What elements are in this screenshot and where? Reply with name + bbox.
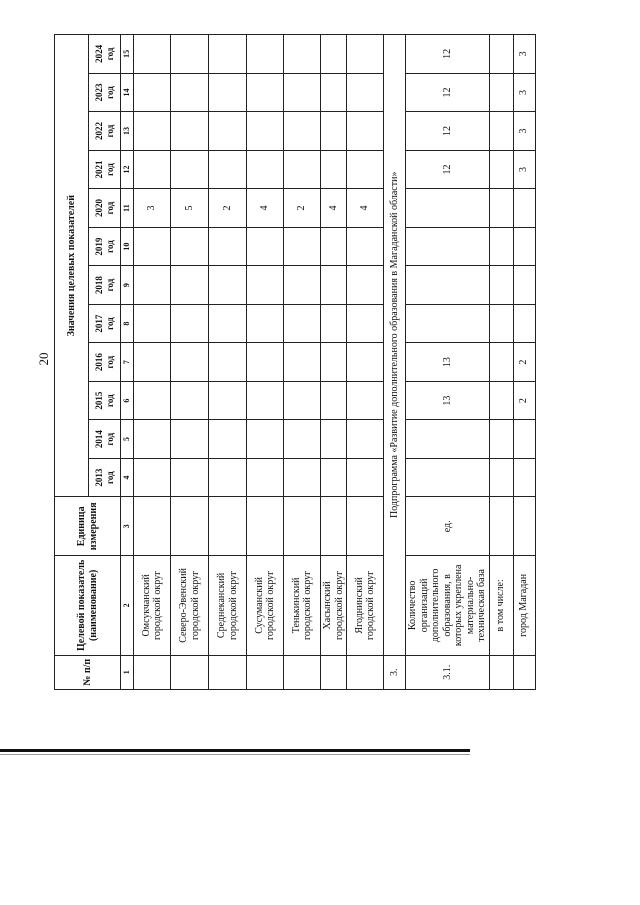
row-value (209, 73, 247, 112)
table-row (513, 35, 535, 690)
row-value (513, 266, 535, 305)
row-value (406, 304, 490, 343)
row-value (284, 304, 321, 343)
table-row (347, 35, 384, 690)
column-number: 6 (121, 381, 134, 420)
row-value (347, 150, 384, 189)
header-year: 2022 год (89, 112, 121, 151)
column-number: 14 (121, 73, 134, 112)
row-value (321, 73, 347, 112)
row-value (347, 381, 384, 420)
row-value (247, 304, 284, 343)
row-value (209, 381, 247, 420)
row-value (247, 266, 284, 305)
row-value (406, 458, 490, 497)
row-value: 12 (406, 73, 490, 112)
target-indicators-table (54, 34, 536, 690)
row-value (171, 304, 209, 343)
row-value (513, 458, 535, 497)
row-number (321, 655, 347, 689)
row-value: 4 (321, 189, 347, 228)
header-year: 2017 год (89, 304, 121, 343)
row-indicator-name: Тенькинский городской округ (284, 556, 321, 655)
row-value: 2 (284, 189, 321, 228)
row-value (134, 266, 171, 305)
row-value: 13 (406, 343, 490, 382)
row-value: 4 (347, 189, 384, 228)
row-value (321, 112, 347, 151)
row-value (209, 343, 247, 382)
row-value (347, 73, 384, 112)
row-value (347, 343, 384, 382)
row-value (171, 227, 209, 266)
row-number: 3.1. (406, 655, 490, 689)
row-value: 3 (513, 35, 535, 74)
row-value (134, 112, 171, 151)
row-value (489, 189, 513, 228)
row-value (347, 304, 384, 343)
row-value (171, 266, 209, 305)
row-value (284, 150, 321, 189)
section-number: 3. (384, 655, 406, 689)
table-row (134, 35, 171, 690)
row-indicator-name: Сусуманский городской округ (247, 556, 284, 655)
row-indicator-name: Количество организаций дополнительного образования, в которых укреплена материально-техническая база (406, 556, 490, 655)
row-value: 3 (513, 150, 535, 189)
row-number (134, 655, 171, 689)
row-value (284, 266, 321, 305)
row-indicator-name: Северо-Эвенский городской округ (171, 556, 209, 655)
row-indicator-name: Среднеканский городской округ (209, 556, 247, 655)
header-year: 2019 год (89, 227, 121, 266)
row-value: 12 (406, 112, 490, 151)
row-value: 2 (513, 343, 535, 382)
row-value: 12 (406, 150, 490, 189)
header-year: 2024 год (89, 35, 121, 74)
row-value (347, 266, 384, 305)
row-value (247, 343, 284, 382)
row-value (134, 381, 171, 420)
bottom-rule (0, 749, 470, 752)
row-value (209, 458, 247, 497)
header-values-group: Значения целевых показателей (55, 35, 89, 497)
row-value (347, 227, 384, 266)
row-indicator-name: Ягоднинский городской округ (347, 556, 384, 655)
row-value (171, 35, 209, 74)
row-unit: ед. (406, 497, 490, 556)
row-unit (513, 497, 535, 556)
header-year: 2016 год (89, 343, 121, 382)
row-value (321, 150, 347, 189)
row-value (247, 35, 284, 74)
header-year: 2014 год (89, 420, 121, 459)
row-value (489, 266, 513, 305)
row-value (284, 420, 321, 459)
column-number: 1 (121, 655, 134, 689)
row-value (247, 381, 284, 420)
header-year: 2015 год (89, 381, 121, 420)
row-value (247, 458, 284, 497)
rotated-table-container (54, 34, 530, 690)
table-row (171, 35, 209, 690)
row-unit (321, 497, 347, 556)
header-unit: Единица измерения (55, 497, 121, 556)
row-value (171, 112, 209, 151)
row-value (134, 73, 171, 112)
row-value (321, 458, 347, 497)
page-number: 20 (36, 352, 51, 366)
row-number (347, 655, 384, 689)
row-value (347, 112, 384, 151)
row-value (321, 343, 347, 382)
row-value (321, 227, 347, 266)
row-value (321, 304, 347, 343)
column-number: 3 (121, 497, 134, 556)
row-value (284, 35, 321, 74)
table-row (406, 35, 490, 690)
column-number: 10 (121, 227, 134, 266)
row-value (489, 73, 513, 112)
row-unit (284, 497, 321, 556)
row-value: 3 (513, 112, 535, 151)
row-unit (489, 497, 513, 556)
row-value (489, 343, 513, 382)
row-value (209, 420, 247, 459)
row-value (134, 150, 171, 189)
row-value (489, 381, 513, 420)
row-indicator-name: город Магадан (513, 556, 535, 655)
row-unit (247, 497, 284, 556)
row-value (209, 304, 247, 343)
header-year: 2021 год (89, 150, 121, 189)
row-value (284, 73, 321, 112)
column-numbers-row (121, 35, 134, 690)
row-value: 3 (513, 73, 535, 112)
row-value: 12 (406, 35, 490, 74)
row-value (489, 458, 513, 497)
row-indicator-name: Хасынский городской округ (321, 556, 347, 655)
row-value (247, 112, 284, 151)
column-number: 4 (121, 458, 134, 497)
row-value (209, 150, 247, 189)
row-value (134, 227, 171, 266)
row-value (134, 304, 171, 343)
row-value (284, 343, 321, 382)
row-number (284, 655, 321, 689)
row-value (209, 112, 247, 151)
header-year: 2020 год (89, 189, 121, 228)
row-value (171, 420, 209, 459)
row-value: 4 (247, 189, 284, 228)
column-number: 8 (121, 304, 134, 343)
row-value (209, 227, 247, 266)
row-value (171, 73, 209, 112)
row-number (171, 655, 209, 689)
table-body (134, 35, 536, 690)
row-value (347, 458, 384, 497)
header-no: № п/п (55, 655, 121, 689)
row-value (406, 266, 490, 305)
row-value (513, 420, 535, 459)
row-value: 5 (171, 189, 209, 228)
row-value (347, 420, 384, 459)
row-value (247, 420, 284, 459)
row-value: 3 (134, 189, 171, 228)
table-header (55, 35, 134, 690)
row-unit (209, 497, 247, 556)
column-number: 2 (121, 556, 134, 655)
row-value (513, 189, 535, 228)
row-number (209, 655, 247, 689)
row-number (513, 655, 535, 689)
row-value (247, 227, 284, 266)
row-indicator-name: Омсукчанский городской округ (134, 556, 171, 655)
column-number: 7 (121, 343, 134, 382)
row-value (171, 150, 209, 189)
section-row (384, 35, 406, 690)
section-title: Подпрограмма «Развитие дополнительного образования в Магаданской области» (384, 35, 406, 656)
header-indicator: Целевой показатель (наименование) (55, 556, 121, 655)
row-value (171, 381, 209, 420)
column-number: 11 (121, 189, 134, 228)
row-value (171, 343, 209, 382)
header-year: 2018 год (89, 266, 121, 305)
row-value: 13 (406, 381, 490, 420)
table-row (209, 35, 247, 690)
row-indicator-name: в том числе: (489, 556, 513, 655)
row-unit (347, 497, 384, 556)
row-value (489, 304, 513, 343)
table-row (489, 35, 513, 690)
row-unit (134, 497, 171, 556)
row-value: 2 (513, 381, 535, 420)
table-row (284, 35, 321, 690)
row-value (134, 458, 171, 497)
column-number: 5 (121, 420, 134, 459)
table-row (321, 35, 347, 690)
column-number: 13 (121, 112, 134, 151)
row-value (489, 150, 513, 189)
row-value (489, 112, 513, 151)
row-value (284, 381, 321, 420)
header-year: 2023 год (89, 73, 121, 112)
column-number: 15 (121, 35, 134, 74)
row-value (347, 35, 384, 74)
row-value (406, 420, 490, 459)
row-value (513, 304, 535, 343)
header-year: 2013 год (89, 458, 121, 497)
row-value (321, 266, 347, 305)
row-value (489, 420, 513, 459)
row-value (284, 458, 321, 497)
column-number: 12 (121, 150, 134, 189)
row-value (209, 35, 247, 74)
row-number (247, 655, 284, 689)
row-value (321, 420, 347, 459)
row-value (321, 35, 347, 74)
row-number (489, 655, 513, 689)
row-value (209, 266, 247, 305)
row-value (406, 227, 490, 266)
row-value (134, 420, 171, 459)
row-unit (171, 497, 209, 556)
row-value (489, 227, 513, 266)
row-value (171, 458, 209, 497)
row-value (134, 343, 171, 382)
row-value (284, 112, 321, 151)
row-value (284, 227, 321, 266)
row-value (321, 381, 347, 420)
row-value (513, 227, 535, 266)
column-number: 9 (121, 266, 134, 305)
row-value (406, 189, 490, 228)
table-row (247, 35, 284, 690)
row-value (489, 35, 513, 74)
row-value: 2 (209, 189, 247, 228)
row-value (247, 150, 284, 189)
row-value (247, 73, 284, 112)
row-value (134, 35, 171, 74)
bottom-rule-thin (0, 754, 470, 755)
